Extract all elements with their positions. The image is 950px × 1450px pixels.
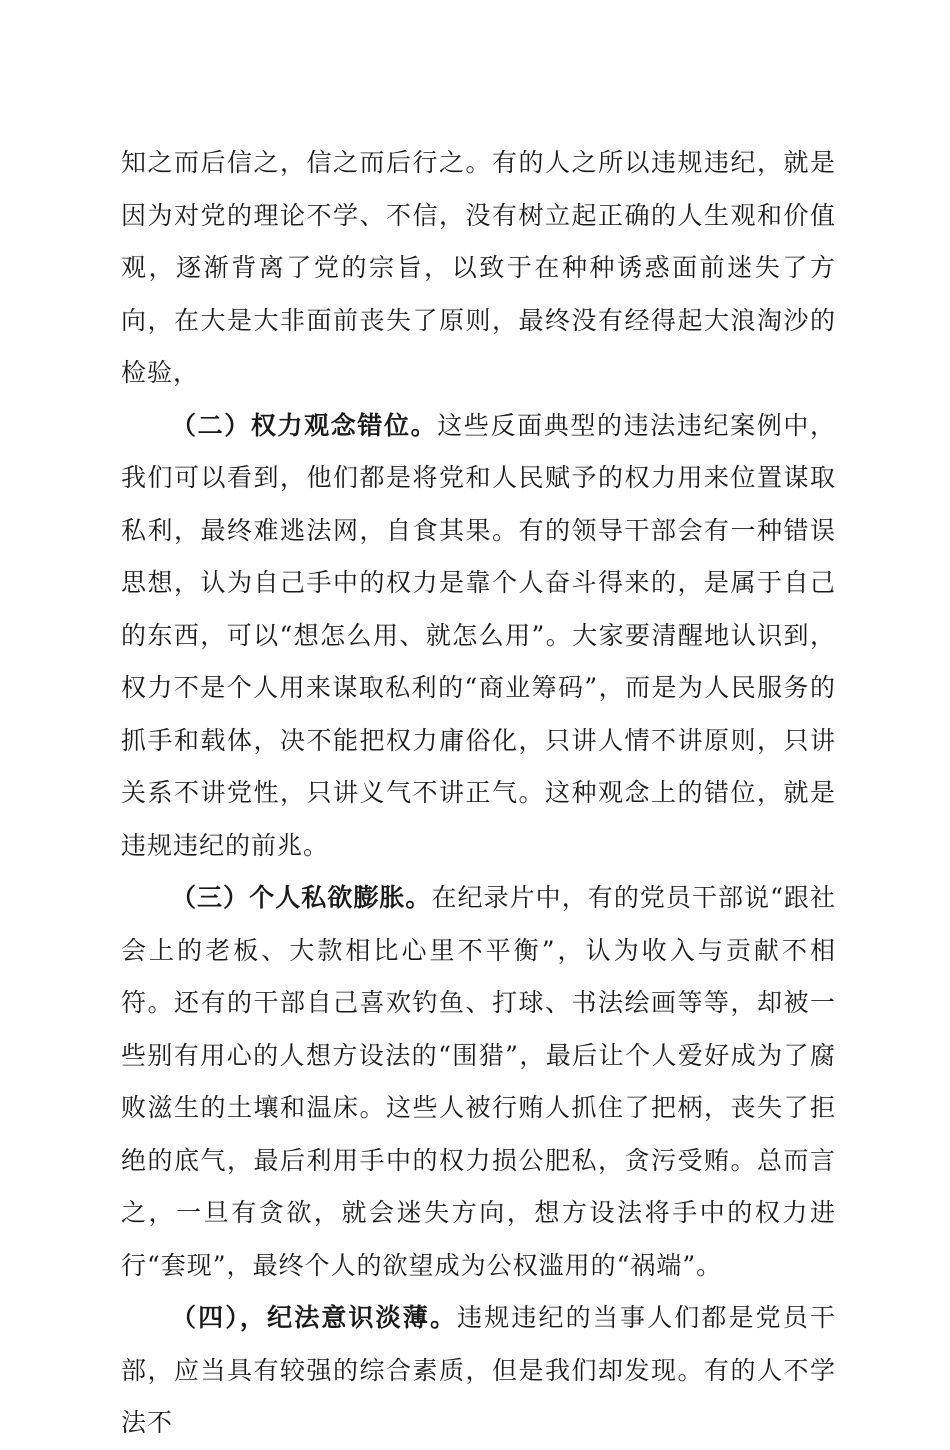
paragraph-1-text: 知之而后信之，信之而后行之。有的人之所以违规违纪，就是因为对党的理论不学、不信，没有树立起正确的人生观和价值观，逐渐背离了党的宗旨，以致于在种种诱惑面前迷失了方向，在大是大非面前丧失了原则，最终没有经得起大浪淘沙的检验，: [121, 148, 836, 387]
paragraph-3: [121, 872, 836, 1292]
paragraph-2-text: 这些反面典型的违法违纪案例中，我们可以看到，他们都是将党和人民赋予的权力用来位置谋取私利，最终难逃法网，自食其果。有的领导干部会有一种错误思想，认为自己手中的权力是靠个人奋斗得来的，是属于自己的东西，可以“想怎么用、就怎么用”。大家要清醒地认识到，权力不是个人用来谋取私利的“商业筹码”，而是为人民服务的抓手和载体，决不能把权力庸俗化，只讲人情不讲原则，只讲关系不讲党性，只讲义气不讲正气。这种观念上的错位，就是违规违纪的前兆。: [121, 410, 836, 860]
paragraph-2: [121, 400, 836, 873]
paragraph-4-text: 违规违纪的当事人们都是党员干部，应当具有较强的综合素质，但是我们却发现。有的人不学法不: [121, 1303, 836, 1437]
section-heading-3: （三）个人私欲膨胀。: [171, 883, 432, 912]
paragraph-3-text: 在纪录片中，有的党员干部说“跟社会上的老板、大款相比心里不平衡”，认为收入与贡献不相符。还有的干部自己喜欢钓鱼、打球、书法绘画等等，却被一些别有用心的人想方设法的“围猎”，最后让个人爱好成为了腐败滋生的土壤和温床。这些人被行贿人抓住了把柄，丧失了拒绝的底气，最后利用手中的权力损公肥私，贪污受贿。总而言之，一旦有贪欲，就会迷失方向，想方设法将手中的权力进行“套现”，最终个人的欲望成为公权滥用的“祸端”。: [121, 883, 836, 1280]
document-body: [121, 137, 836, 1450]
paragraph-4: [121, 1292, 836, 1450]
section-heading-4: （四），纪法意识淡薄。: [171, 1303, 458, 1332]
paragraph-1: [121, 137, 836, 400]
section-heading-2: （二）权力观念错位。: [171, 410, 438, 440]
